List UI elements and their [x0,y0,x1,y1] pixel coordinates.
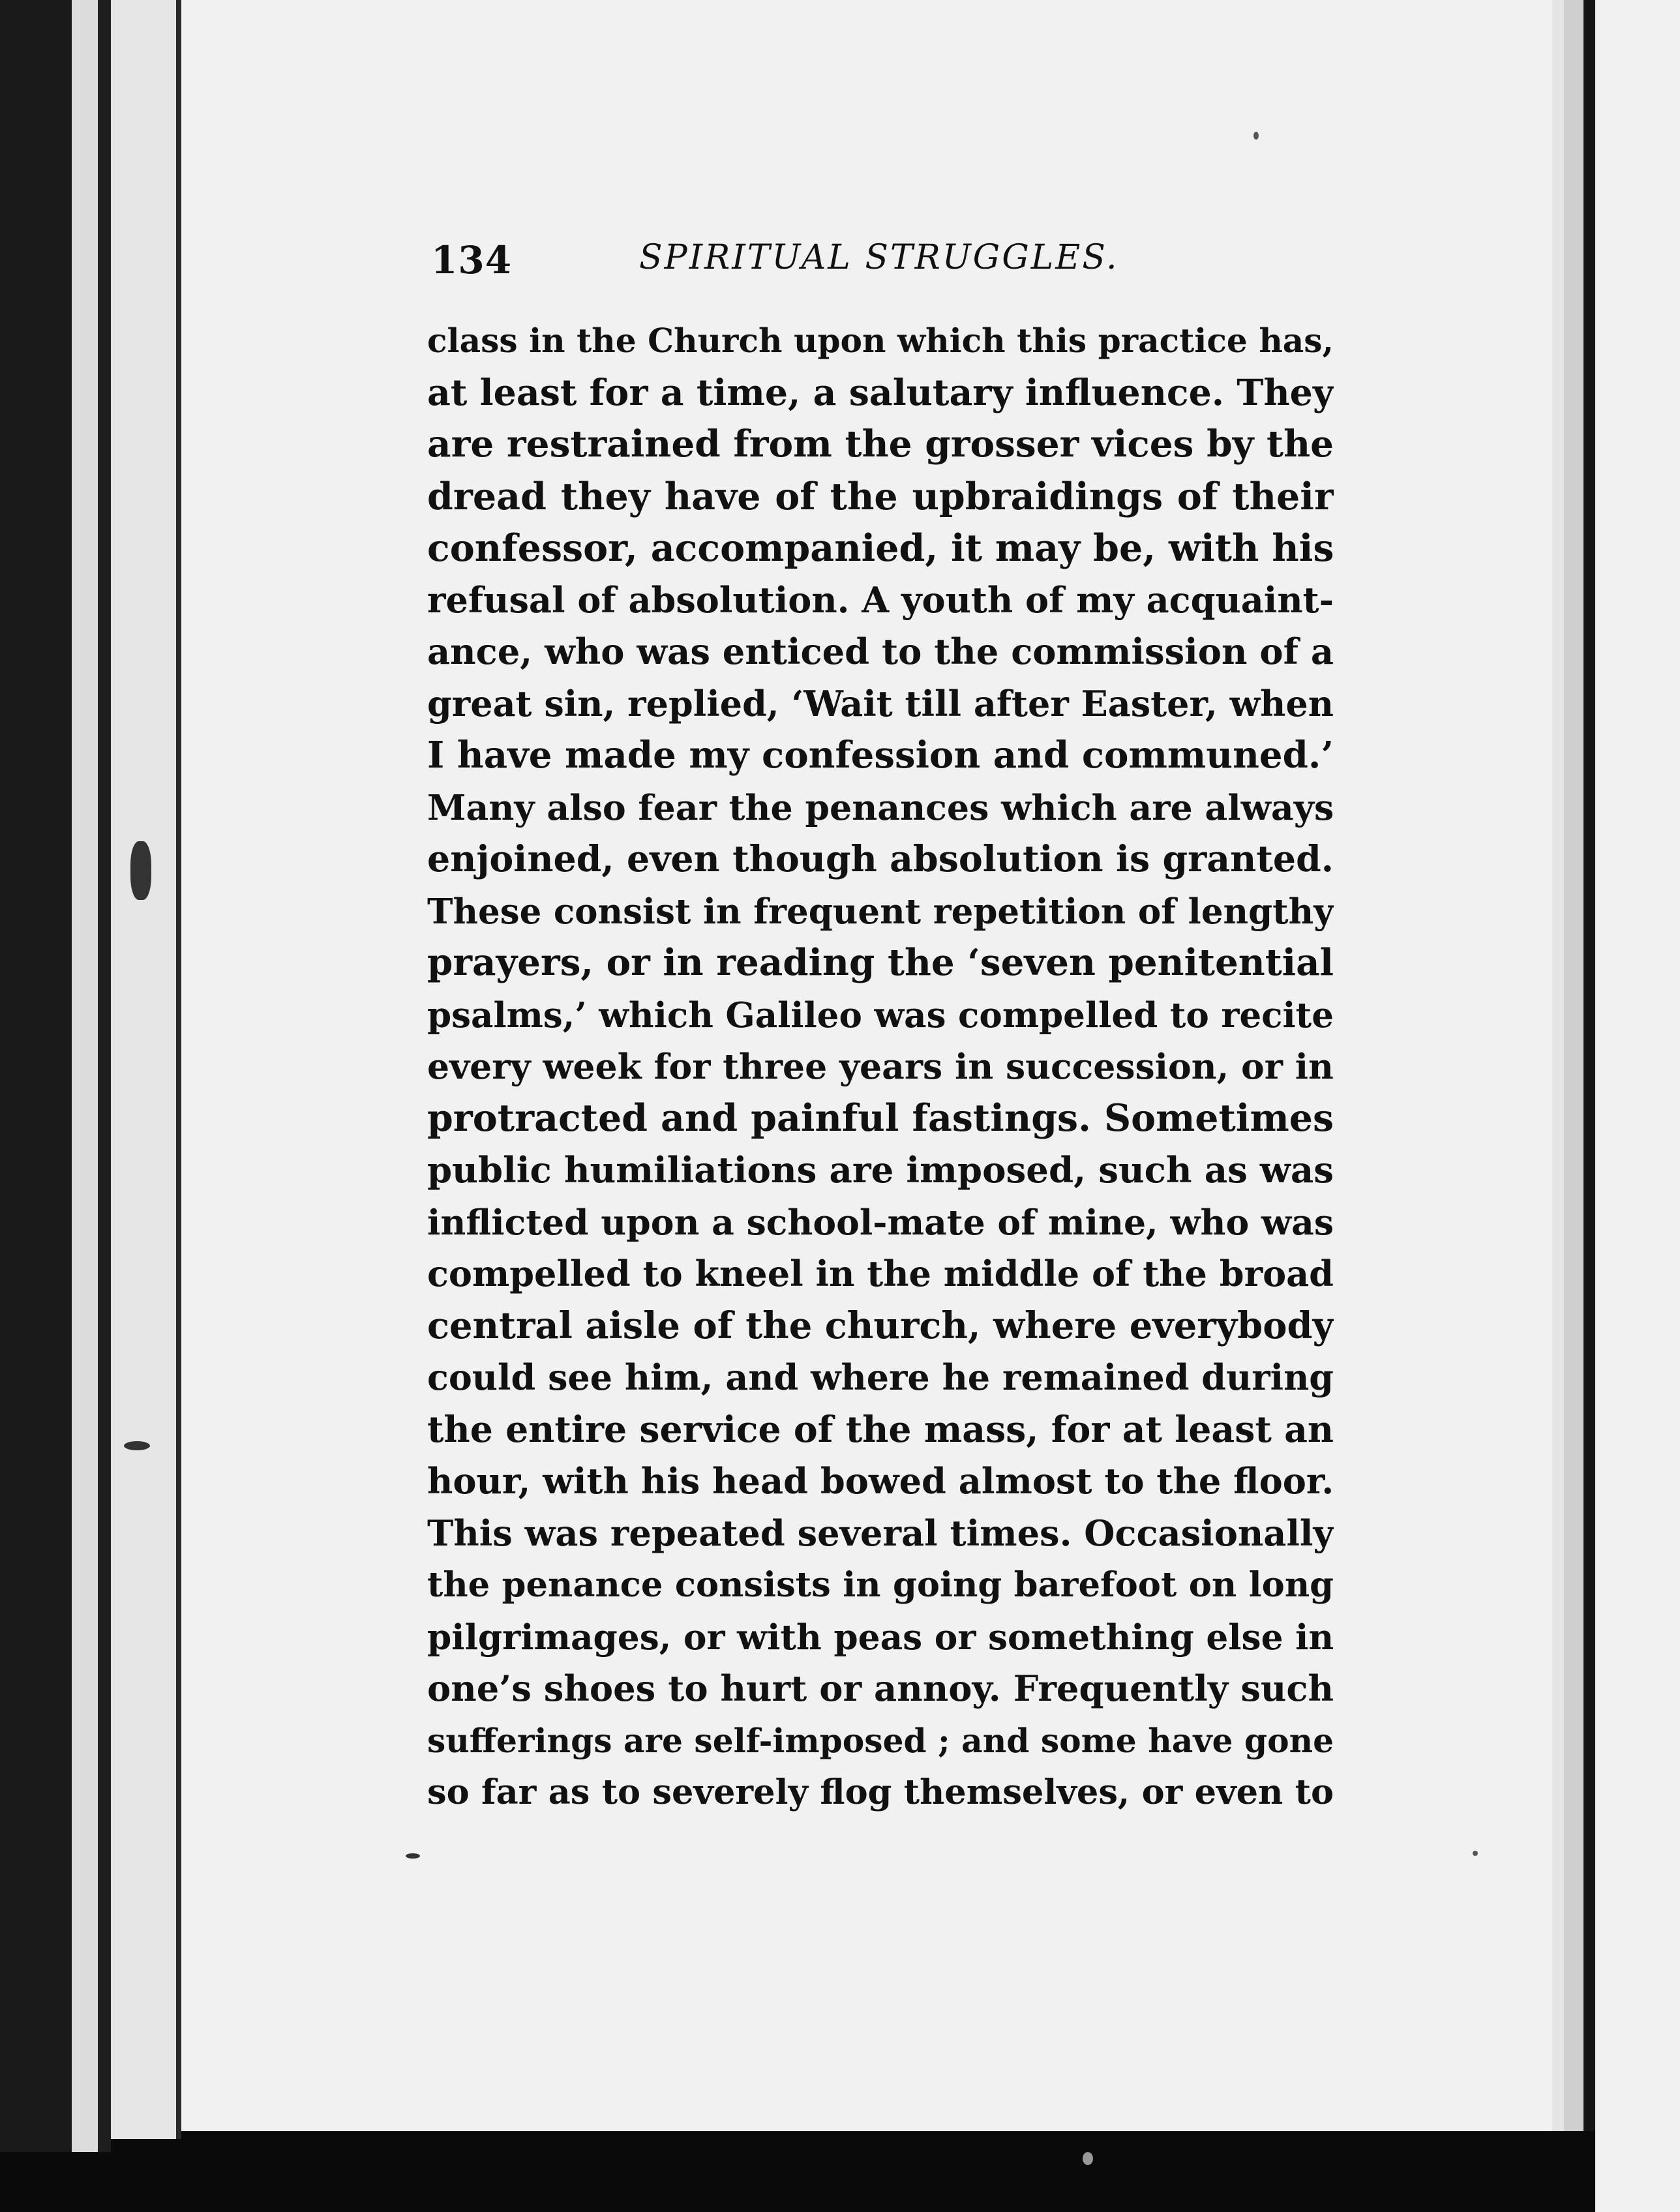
binding-edge-left [0,0,72,2152]
text-line: psalms,’ which Galileo was compelled to recite [427,994,1334,1036]
page-header [427,238,1334,297]
text-line: one’s shoes to hurt or annoy. Frequently such [427,1667,1334,1709]
scan-speck [1473,1851,1478,1856]
text-line: ance, who was enticed to the commission of a [427,631,1334,672]
text-line: pilgrimages, or with peas or something else in [427,1616,1334,1658]
running-head: SPIRITUAL STRUGGLES. [639,238,1119,277]
page-number: 134 [431,238,513,282]
text-line: protracted and painful fastings. Sometimes [427,1096,1334,1140]
text-line: sufferings are self-imposed ; and some have gone [427,1721,1334,1760]
text-line: refusal of absolution. A youth of my acquaint- [427,578,1334,621]
text-line: dread they have of the upbraidings of their [427,474,1334,518]
page-edge-strip [1564,0,1583,2131]
text-line: I have made my confession and communed.’ [427,734,1334,777]
page-edge-strip [1552,0,1564,2131]
page-text [427,238,1334,1819]
text-line: enjoined, even though absolution is granted. [427,838,1334,880]
page-edge-strip [72,0,98,2152]
text-line: every week for three years in succession, or in [427,1046,1334,1087]
text-line: the penance consists in going barefoot on long [427,1565,1334,1605]
text-line: hour, with his head bowed almost to the floor. [427,1460,1334,1502]
page-edge-strip [111,0,176,2139]
body-text [427,315,1334,1819]
scan-speck [406,1853,420,1859]
scan-speck [1083,2152,1093,2165]
scan-speck [124,1441,150,1450]
text-line: These consist in frequent repetition of lengthy [427,890,1334,932]
page-edge-shadow [98,0,111,2152]
text-line: could see him, and where he remained during [427,1356,1334,1398]
text-line: prayers, or in reading the ‘seven penitential [427,941,1334,984]
text-line: confessor, accompanied, it may be, with his [427,526,1334,570]
text-line: the entire service of the mass, for at least an [427,1408,1334,1451]
text-line: compelled to kneel in the middle of the broad [427,1253,1334,1294]
scan-speck [1253,132,1259,140]
next-page-edge [1595,0,1680,2212]
text-line: central aisle of the church, where everybody [427,1304,1334,1347]
text-line: class in the Church upon which this practice has, [427,321,1334,360]
text-line: This was repeated several times. Occasionally [427,1512,1334,1554]
text-line: inflicted upon a school-mate of mine, who was [427,1201,1334,1243]
scan-speck [130,841,151,900]
text-line: so far as to severely flog themselves, or even to [427,1772,1334,1812]
binding-edge-right [1583,0,1595,2131]
text-line: Many also fear the penances which are always [427,786,1334,828]
text-line: public humiliations are imposed, such as was [427,1149,1334,1191]
text-line: great sin, replied, ‘Wait till after Easter, when [427,682,1334,725]
text-line: at least for a time, a salutary influence. They [427,371,1334,414]
page-edge-shadow [176,0,181,2139]
text-line: are restrained from the grosser vices by the [427,423,1334,466]
